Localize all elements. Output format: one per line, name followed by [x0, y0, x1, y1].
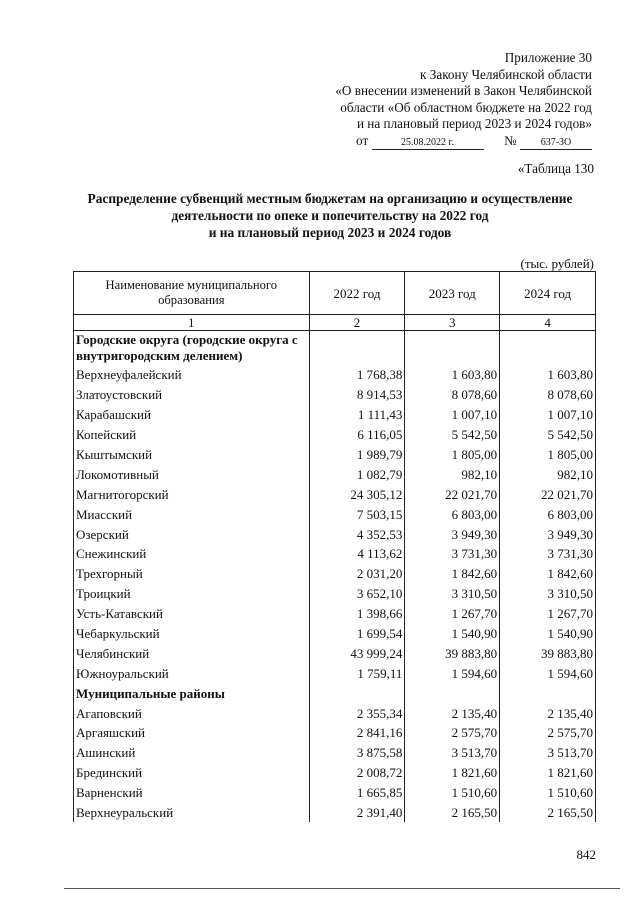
- amount-cell: 24 305,12: [309, 484, 405, 504]
- municipality-name: Снежинский: [74, 544, 310, 564]
- amount-cell: 2 135,40: [405, 703, 500, 723]
- header-2024: 2024 год: [500, 272, 596, 315]
- table-row: [74, 484, 596, 504]
- municipality-name: Ашинский: [74, 743, 310, 763]
- amount-cell: 4 113,62: [309, 544, 405, 564]
- municipality-name: Аргаяшский: [74, 723, 310, 743]
- amount-cell: 1 805,00: [500, 445, 596, 465]
- amount-cell: 8 078,60: [500, 385, 596, 405]
- amount-cell: 6 803,00: [405, 504, 500, 524]
- amount-cell: 1 398,66: [309, 604, 405, 624]
- amount-cell: 1 842,60: [405, 564, 500, 584]
- amount-cell: 1 821,60: [500, 763, 596, 783]
- amount-cell: 2 031,20: [309, 564, 405, 584]
- amount-cell: 2 135,40: [500, 703, 596, 723]
- amount-cell: 2 575,70: [405, 723, 500, 743]
- table-row: [74, 584, 596, 604]
- header-2022: 2022 год: [309, 272, 405, 315]
- table-row: [74, 703, 596, 723]
- municipality-name: Верхнеуфалейский: [74, 365, 310, 385]
- amount-cell: 1 603,80: [405, 365, 500, 385]
- amount-cell: 1 267,70: [500, 604, 596, 624]
- table-row: [74, 803, 596, 823]
- amount-cell: 1 603,80: [500, 365, 596, 385]
- number-label: №: [504, 132, 517, 148]
- municipality-name: Карабашский: [74, 405, 310, 425]
- document-title: [60, 190, 600, 241]
- annex-date-line: [335, 133, 592, 150]
- amount-cell: 1 594,60: [500, 663, 596, 683]
- table-row: [74, 405, 596, 425]
- annex-line: к Закону Челябинской области: [420, 66, 592, 82]
- amount-cell: 3 310,50: [500, 584, 596, 604]
- amount-cell: 2 355,34: [309, 703, 405, 723]
- amount-cell: 1 768,38: [309, 365, 405, 385]
- table-reference: «Таблица 130: [517, 161, 594, 176]
- municipality-name: Копейский: [74, 425, 310, 445]
- section-row: [74, 683, 596, 703]
- amount-cell: 8 914,53: [309, 385, 405, 405]
- title-line: Распределение субвенций местным бюджетам на организацию и осуществление: [87, 191, 573, 206]
- table-row: [74, 425, 596, 445]
- amount-cell: 8 078,60: [405, 385, 500, 405]
- amount-cell: 22 021,70: [500, 484, 596, 504]
- amount-cell: 1 007,10: [500, 405, 596, 425]
- amount-cell: 1 111,43: [309, 405, 405, 425]
- amount-cell: 3 310,50: [405, 584, 500, 604]
- column-number: 2: [309, 315, 405, 331]
- amount-cell: 2 575,70: [500, 723, 596, 743]
- amount-cell: 1 007,10: [405, 405, 500, 425]
- municipality-name: Миасский: [74, 504, 310, 524]
- amount-cell: 1 510,60: [500, 783, 596, 803]
- amount-cell: 22 021,70: [405, 484, 500, 504]
- municipality-name: Трехгорный: [74, 564, 310, 584]
- table-row: [74, 624, 596, 644]
- amount-cell: 3 949,30: [405, 524, 500, 544]
- table-row: [74, 783, 596, 803]
- table-row: [74, 445, 596, 465]
- municipality-name: Брединский: [74, 763, 310, 783]
- amount-cell: 39 883,80: [405, 643, 500, 663]
- municipality-name: Златоустовский: [74, 385, 310, 405]
- municipality-name: Чебаркульский: [74, 624, 310, 644]
- amount-cell: 5 542,50: [500, 425, 596, 445]
- amount-cell: 1 510,60: [405, 783, 500, 803]
- column-number: 1: [74, 315, 310, 331]
- amount-cell: 3 949,30: [500, 524, 596, 544]
- municipality-name: Верхнеуральский: [74, 803, 310, 823]
- amount-cell: 982,10: [405, 464, 500, 484]
- amount-cell: 2 391,40: [309, 803, 405, 823]
- annex-line: и на плановый период 2023 и 2024 годов»: [356, 116, 592, 132]
- amount-cell: 1 594,60: [405, 663, 500, 683]
- amount-cell: 7 503,15: [309, 504, 405, 524]
- amount-cell: 43 999,24: [309, 643, 405, 663]
- law-number: 637-ЗО: [520, 137, 592, 150]
- title-line: и на плановый период 2023 и 2024 годов: [208, 225, 452, 240]
- amount-cell: 6 116,05: [309, 425, 405, 445]
- amount-cell: 2 008,72: [309, 763, 405, 783]
- amount-cell: 1 842,60: [500, 564, 596, 584]
- annex-block: [335, 50, 592, 150]
- table-row: [74, 604, 596, 624]
- municipality-name: Челябинский: [74, 643, 310, 663]
- amount-cell: 39 883,80: [500, 643, 596, 663]
- column-number: 3: [405, 315, 500, 331]
- footer-rule: [64, 888, 620, 889]
- amount-cell: 3 513,70: [500, 743, 596, 763]
- amount-cell: 982,10: [500, 464, 596, 484]
- municipality-name: Кыштымский: [74, 445, 310, 465]
- column-number: 4: [500, 315, 596, 331]
- amount-cell: 3 731,30: [405, 544, 500, 564]
- amount-cell: 2 165,50: [500, 803, 596, 823]
- amount-cell: 5 542,50: [405, 425, 500, 445]
- amount-cell: 1 267,70: [405, 604, 500, 624]
- table-row: [74, 723, 596, 743]
- table-row: [74, 763, 596, 783]
- amount-cell: 1 665,85: [309, 783, 405, 803]
- title-line: деятельности по опеке и попечительству на 2022 год: [171, 208, 489, 223]
- municipality-name: Магнитогорский: [74, 484, 310, 504]
- amount-cell: 2 841,16: [309, 723, 405, 743]
- annex-line: области «Об областном бюджете на 2022 год: [340, 99, 592, 115]
- table-row: [74, 365, 596, 385]
- table-row: [74, 743, 596, 763]
- section-title: Городские округа (городские округа с внутригородским делением): [74, 331, 310, 366]
- amount-cell: 1 699,54: [309, 624, 405, 644]
- amount-cell: 1 759,11: [309, 663, 405, 683]
- table-row: [74, 464, 596, 484]
- amount-cell: 1 540,90: [405, 624, 500, 644]
- section-row: [74, 331, 596, 366]
- amount-cell: 2 165,50: [405, 803, 500, 823]
- amount-cell: 3 513,70: [405, 743, 500, 763]
- column-number-row: [74, 315, 596, 331]
- table-header-row: [74, 272, 596, 315]
- law-date: 25.08.2022 г.: [372, 137, 484, 150]
- from-label: от: [356, 132, 369, 148]
- units-label: (тыс. рублей): [520, 256, 594, 271]
- section-title: Муниципальные районы: [74, 683, 310, 703]
- amount-cell: 3 731,30: [500, 544, 596, 564]
- amount-cell: 1 805,00: [405, 445, 500, 465]
- annex-title: Приложение 30: [504, 50, 592, 65]
- amount-cell: 3 652,10: [309, 584, 405, 604]
- amount-cell: 1 821,60: [405, 763, 500, 783]
- page-number: 842: [576, 847, 596, 862]
- municipality-name: Озерский: [74, 524, 310, 544]
- amount-cell: 3 875,58: [309, 743, 405, 763]
- amount-cell: 1 540,90: [500, 624, 596, 644]
- table-row: [74, 643, 596, 663]
- table-row: [74, 663, 596, 683]
- table-row: [74, 504, 596, 524]
- header-municipality: Наименование муниципального образования: [74, 272, 310, 315]
- municipality-name: Троицкий: [74, 584, 310, 604]
- municipality-name: Усть-Катавский: [74, 604, 310, 624]
- municipality-name: Локомотивный: [74, 464, 310, 484]
- municipality-name: Южноуральский: [74, 663, 310, 683]
- header-2023: 2023 год: [405, 272, 500, 315]
- table-row: [74, 564, 596, 584]
- amount-cell: 6 803,00: [500, 504, 596, 524]
- amount-cell: 1 082,79: [309, 464, 405, 484]
- amount-cell: 1 989,79: [309, 445, 405, 465]
- municipality-name: Варненский: [74, 783, 310, 803]
- annex-line: «О внесении изменений в Закон Челябинской: [335, 83, 592, 99]
- table-row: [74, 524, 596, 544]
- municipality-name: Агаповский: [74, 703, 310, 723]
- subvention-table: [73, 271, 596, 822]
- table-row: [74, 385, 596, 405]
- table-row: [74, 544, 596, 564]
- amount-cell: 4 352,53: [309, 524, 405, 544]
